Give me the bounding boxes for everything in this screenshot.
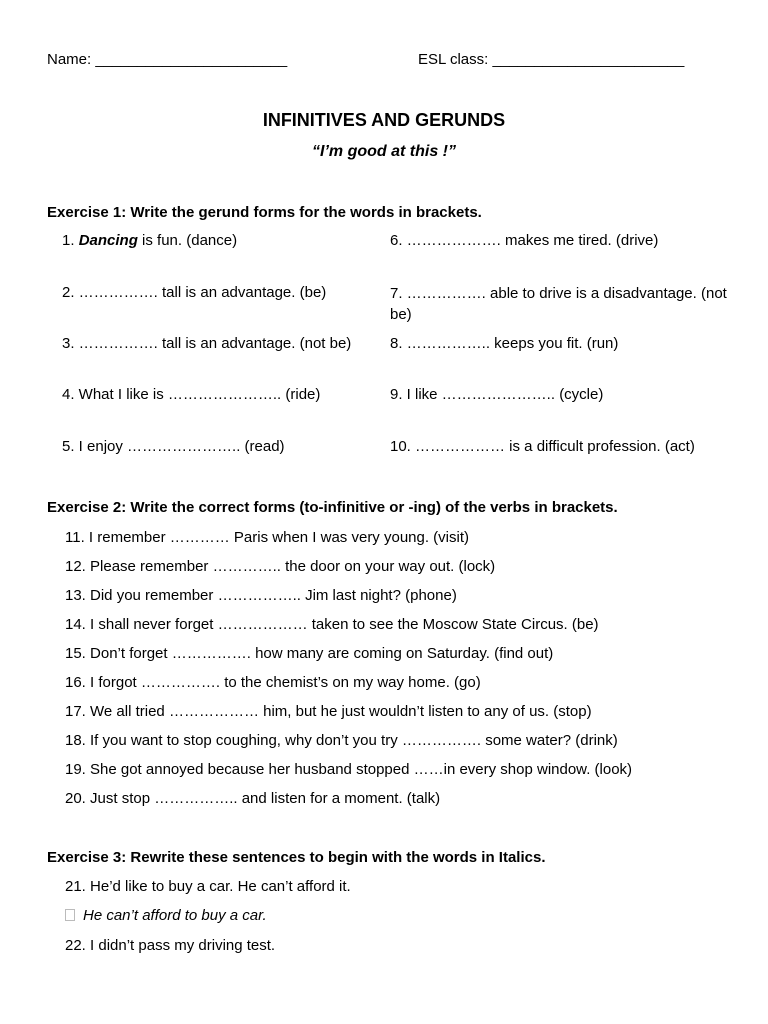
exercise2-item: 19. She got annoyed because her husband stopped ……in every shop window. (look) [65,761,633,778]
exercise3-item-22: 22. I didn’t pass my driving test. [65,937,276,954]
exercise1-item-5: 5. I enjoy ………………….. (read) [62,438,285,455]
exercise1-heading: Exercise 1: Write the gerund forms for the words in brackets. [47,204,482,221]
exercise2-item: 17. We all tried ……………… him, but he just wouldn’t listen to any of us. (stop) [65,703,592,720]
exercise2-item: 18. If you want to stop coughing, why don’t you try ……………. some water? (drink) [65,732,618,749]
exercise2-item: 11. I remember ………… Paris when I was very young. (visit) [65,529,470,546]
exercise3-heading: Exercise 3: Rewrite these sentences to begin with the words in Italics. [47,849,546,866]
answer-text: He can’t afford to buy a car. [83,907,267,924]
arrow-icon [65,909,75,921]
exercise1-item-10: 10. ……………… is a difficult profession. (act) [390,438,695,455]
exercise2-item: 16. I forgot ……………. to the chemist’s on my way home. (go) [65,674,481,691]
exercise1-item-7: 7. ……………. able to drive is a disadvantage. (not be) [390,285,727,323]
exercise2-item: 13. Did you remember …………….. Jim last night? (phone) [65,587,457,604]
exercise2-heading: Exercise 2: Write the correct forms (to-infinitive or -ing) of the verbs in brackets. [47,499,618,516]
item-text: is fun. (dance) [142,232,238,249]
exercise1-item-1 [62,231,237,251]
exercise2-item: 20. Just stop …………….. and listen for a moment. (talk) [65,790,441,807]
exercise1-item-6: 6. ………………. makes me tired. (drive) [390,232,659,249]
name-field: Name: _______________________ [47,51,288,68]
exercise1-item-2: 2. ……………. tall is an advantage. (be) [62,284,327,301]
exercise2-item: 14. I shall never forget ……………… taken to see the Moscow State Circus. (be) [65,616,599,633]
page-title: INFINITIVES AND GERUNDS [262,110,506,130]
exercise2-item: 12. Please remember ………….. the door on your way out. (lock) [65,558,496,575]
exercise1-item-8: 8. …………….. keeps you fit. (run) [390,335,619,352]
example-answer: Dancing [78,232,138,249]
page-subtitle: “I’m good at this !” [312,143,456,160]
esl-class-field: ESL class: _______________________ [418,51,685,68]
exercise3-item-21: 21. He’d like to buy a car. He can’t afford it. [65,878,351,895]
exercise2-item: 15. Don’t forget ……………. how many are coming on Saturday. (find out) [65,645,554,662]
item-number: 1. [62,232,75,249]
exercise1-item-9: 9. I like ………………….. (cycle) [390,386,604,403]
exercise1-item-4: 4. What I like is ………………….. (ride) [62,386,321,403]
exercise3-answer-21 [65,906,267,926]
exercise1-item-3: 3. ……………. tall is an advantage. (not be) [62,335,352,352]
